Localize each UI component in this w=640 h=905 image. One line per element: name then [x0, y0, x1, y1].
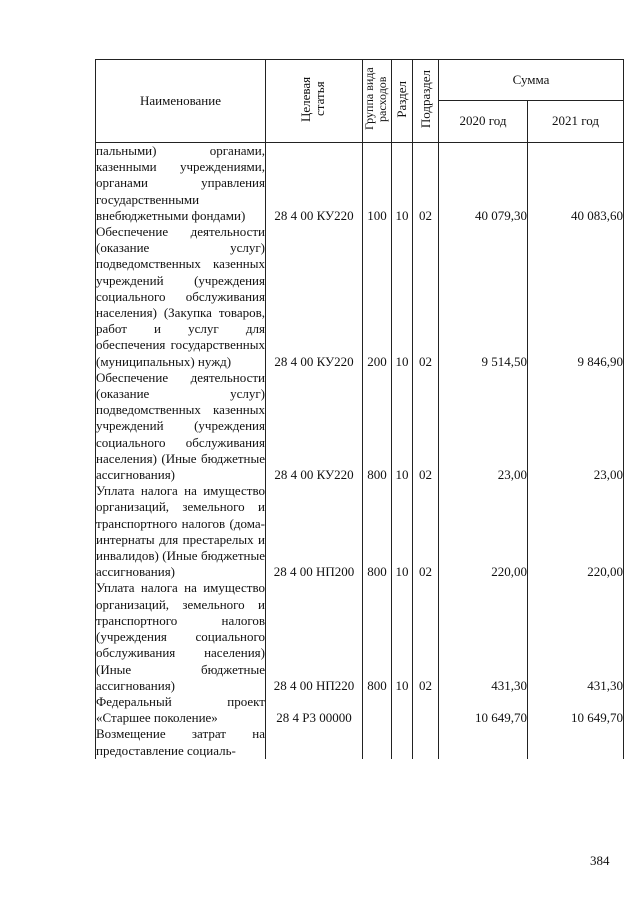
row-expense-group: 100	[363, 143, 392, 225]
row-sum-2021: 10 649,70	[528, 694, 624, 726]
header-name: Наименование	[96, 60, 266, 143]
row-sum-2021: 9 846,90	[528, 224, 624, 370]
header-sum: Сумма	[439, 60, 624, 101]
row-target-article: 28 4 00 КУ220	[266, 143, 363, 225]
row-name: Федеральный проект «Старшее поколение»	[96, 693, 265, 726]
row-subsection: 02	[413, 224, 439, 370]
page-number: 384	[590, 853, 610, 868]
row-subsection	[413, 694, 439, 726]
header-section: Раздел	[392, 60, 413, 143]
row-subsection	[413, 726, 439, 758]
header-year-2020: 2020 год	[439, 101, 528, 143]
header-target-article: Целевая статья	[266, 60, 363, 143]
row-section: 10	[392, 224, 413, 370]
header-subsection: Подраздел	[413, 60, 439, 143]
table-row	[96, 483, 624, 580]
table-row	[96, 694, 624, 726]
row-sum-2021: 40 083,60	[528, 143, 624, 225]
row-section	[392, 694, 413, 726]
row-section	[392, 726, 413, 758]
row-section: 10	[392, 370, 413, 483]
row-expense-group: 800	[363, 483, 392, 580]
row-subsection: 02	[413, 370, 439, 483]
row-sum-2020: 23,00	[439, 370, 528, 483]
row-sum-2020	[439, 726, 528, 758]
row-sum-2020: 9 514,50	[439, 224, 528, 370]
row-sum-2021: 220,00	[528, 483, 624, 580]
row-target-article: 28 4 P3 00000	[266, 694, 363, 726]
table-row	[96, 370, 624, 483]
row-section: 10	[392, 580, 413, 693]
budget-table	[95, 59, 624, 759]
row-name: Уплата налога на имущество организаций, земельного и транспортного налогов (дома-интернаты для престарелых и инвалидов) (Иные бюджетные ассигнования)	[96, 483, 265, 580]
row-expense-group	[363, 726, 392, 758]
row-sum-2021: 23,00	[528, 370, 624, 483]
row-sum-2020: 10 649,70	[439, 694, 528, 726]
row-subsection: 02	[413, 483, 439, 580]
row-expense-group	[363, 694, 392, 726]
row-target-article: 28 4 00 НП200	[266, 483, 363, 580]
row-target-article: 28 4 00 КУ220	[266, 224, 363, 370]
row-section: 10	[392, 143, 413, 225]
table-row	[96, 143, 624, 225]
row-name: Обеспечение деятельности (оказание услуг) подведомственных казенных учреждений (учреждения социального обслуживания населения) (Закупка товаров, работ и услуг для обеспечения государственных (муниципальных) нужд)	[96, 224, 265, 369]
row-subsection: 02	[413, 580, 439, 693]
row-target-article	[266, 726, 363, 758]
header-year-2021: 2021 год	[528, 101, 624, 143]
row-subsection: 02	[413, 143, 439, 225]
row-target-article: 28 4 00 НП220	[266, 580, 363, 693]
table-row	[96, 224, 624, 370]
row-sum-2020: 40 079,30	[439, 143, 528, 225]
row-sum-2020: 431,30	[439, 580, 528, 693]
table-row	[96, 726, 624, 758]
row-section: 10	[392, 483, 413, 580]
row-name: Возмещение затрат на предоставление социаль-	[96, 726, 265, 758]
row-name: пальными) органами, казенными учреждениями, органами управления государственными внебюджетными фондами)	[96, 143, 265, 223]
row-expense-group: 200	[363, 224, 392, 370]
row-sum-2021	[528, 726, 624, 758]
row-name: Обеспечение деятельности (оказание услуг) подведомственных казенных учреждений (учреждения социального обслуживания населения) (Иные бюджетные ассигнования)	[96, 369, 265, 483]
table-row	[96, 580, 624, 693]
row-sum-2021: 431,30	[528, 580, 624, 693]
row-sum-2020: 220,00	[439, 483, 528, 580]
row-expense-group: 800	[363, 370, 392, 483]
header-expense-group: Группа вида расходов	[363, 60, 392, 143]
row-name: Уплата налога на имущество организаций, земельного и транспортного налогов (учреждения социального обслуживания населения) (Иные бюджетные ассигнования)	[96, 580, 265, 693]
row-expense-group: 800	[363, 580, 392, 693]
row-target-article: 28 4 00 КУ220	[266, 370, 363, 483]
